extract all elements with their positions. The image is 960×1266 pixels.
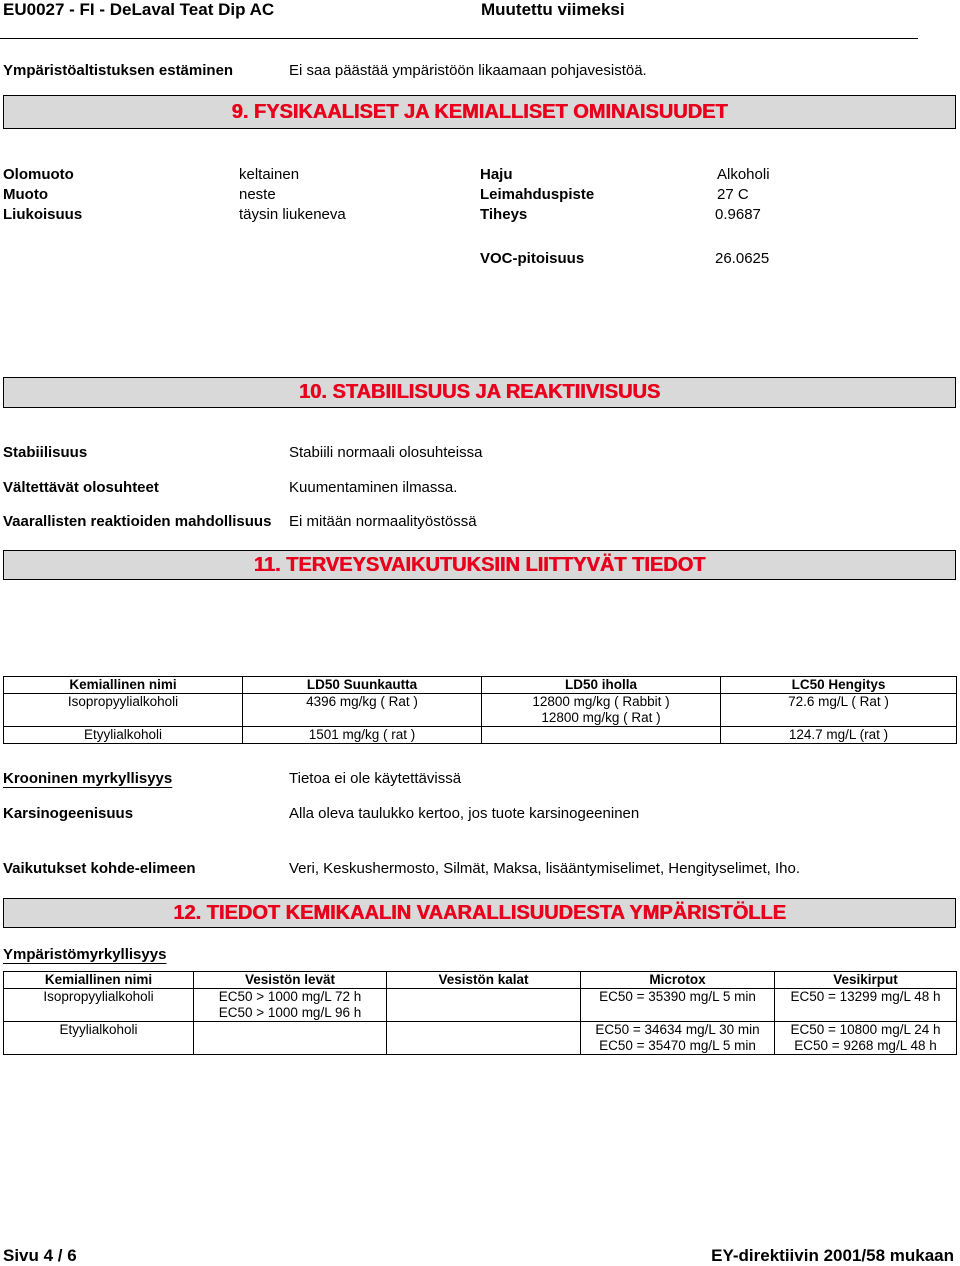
section-11-title: 11. TERVEYSVAIKUTUKSIIN LIITTYVÄT TIEDOT: [253, 554, 706, 576]
lc50-inhalation-value: 72.6 mg/L ( Rat ): [788, 694, 889, 709]
env-exposure-label: Ympäristöaltistuksen estäminen: [3, 62, 234, 79]
revision-label: Muutettu viimeksi: [481, 0, 625, 19]
col-header-fish: Vesistön kalat: [387, 972, 581, 989]
prop-label-form: Muoto: [3, 186, 48, 203]
table-row: [4, 1022, 957, 1055]
chemical-name: Etyylialkoholi: [83, 727, 163, 742]
prop-value-density: 0.9687: [715, 206, 761, 223]
prop-value-voc: 26.0625: [715, 250, 770, 267]
ecotoxicity-table: [3, 971, 957, 1055]
algae-value: EC50 > 1000 mg/L 72 h: [218, 989, 362, 1004]
document-title: EU0027 - FI - DeLaval Teat Dip AC: [3, 0, 275, 19]
section-12-header: [3, 898, 956, 928]
cell-fish: [387, 989, 581, 1022]
toxicity-table: [3, 676, 957, 744]
header-rule: [0, 38, 918, 39]
daphnia-value: EC50 = 13299 mg/L 48 h: [790, 989, 941, 1004]
target-organs-value: Veri, Keskushermosto, Silmät, Maksa, lisääntymiselimet, Hengityselimet, Iho.: [289, 860, 801, 877]
table-row: [4, 727, 957, 744]
cell-ld50-oral: [243, 694, 482, 727]
cell-daphnia: [775, 1022, 957, 1055]
stability-value: Stabiili normaali olosuhteissa: [289, 444, 483, 461]
lc50-inhalation-value: 124.7 mg/L (rat ): [788, 727, 889, 742]
daphnia-value: EC50 = 10800 mg/L 24 h: [790, 1022, 941, 1037]
prop-value-odor: Alkoholi: [717, 166, 770, 183]
carcinogenicity-value: Alla oleva taulukko kertoo, jos tuote karsinogeeninen: [289, 805, 640, 822]
prop-label-voc: VOC-pitoisuus: [480, 250, 585, 267]
prop-label-flashpoint: Leimahduspiste: [480, 186, 595, 203]
daphnia-value: EC50 = 9268 mg/L 48 h: [794, 1038, 937, 1053]
hazardous-reactions-label: Vaarallisten reaktioiden mahdollisuus: [3, 513, 272, 530]
table-header-row: [4, 972, 957, 989]
col-header-ld50-dermal: LD50 iholla: [482, 677, 721, 694]
section-10-header: [3, 377, 956, 408]
cell-algae: [194, 989, 387, 1022]
section-12-title: 12. TIEDOT KEMIKAALIN VAARALLISUUDESTA YMPÄRISTÖLLE: [173, 902, 786, 924]
cell-ld50-dermal: [482, 694, 721, 727]
col-header-algae: Vesistön levät: [194, 972, 387, 989]
ecotoxicity-label: Ympäristömyrkyllisyys: [3, 946, 167, 963]
prop-value-appearance: keltainen: [239, 166, 300, 183]
col-header-lc50-inhalation: LC50 Hengitys: [721, 677, 957, 694]
algae-value: EC50 > 1000 mg/L 96 h: [218, 1005, 362, 1020]
microtox-value: EC50 = 34634 mg/L 30 min: [595, 1022, 760, 1037]
cell-chemical-name: [4, 694, 243, 727]
col-header-ld50-oral: LD50 Suunkautta: [243, 677, 482, 694]
cell-lc50-inhalation: [721, 727, 957, 744]
cell-chemical-name: [4, 1022, 194, 1055]
carcinogenicity-label: Karsinogeenisuus: [3, 805, 134, 822]
chronic-toxicity-value: Tietoa ei ole käytettävissä: [289, 770, 462, 787]
prop-label-odor: Haju: [480, 166, 513, 183]
prop-label-solubility: Liukoisuus: [3, 206, 83, 223]
cell-ld50-oral: [243, 727, 482, 744]
env-exposure-value: Ei saa päästää ympäristöön likaamaan pohjavesistöä.: [289, 62, 647, 79]
page-number: Sivu 4 / 6: [3, 1246, 77, 1265]
prop-label-density: Tiheys: [480, 206, 528, 223]
cell-microtox: [581, 1022, 775, 1055]
cell-microtox: [581, 989, 775, 1022]
cell-ld50-dermal: [482, 727, 721, 744]
table-header-row: [4, 677, 957, 694]
section-10-title: 10. STABIILISUUS JA REAKTIIVISUUS: [298, 381, 661, 403]
prop-value-solubility: täysin liukeneva: [239, 206, 346, 223]
cell-daphnia: [775, 989, 957, 1022]
section-9-title: 9. FYSIKAALISET JA KEMIALLISET OMINAISUUDET: [231, 101, 728, 123]
chemical-name: Isopropyylialkoholi: [43, 989, 154, 1004]
ld50-dermal-value: 12800 mg/kg ( Rat ): [541, 710, 661, 725]
conditions-to-avoid-value: Kuumentaminen ilmassa.: [289, 479, 458, 496]
microtox-value: EC50 = 35390 mg/L 5 min: [599, 989, 756, 1004]
directive-label: EY-direktiivin 2001/58 mukaan: [711, 1246, 954, 1265]
section-11-header: [3, 550, 956, 580]
section-9-header: [3, 95, 956, 129]
table-row: [4, 694, 957, 727]
chemical-name: Etyylialkoholi: [59, 1022, 138, 1037]
prop-value-flashpoint: 27 C: [717, 186, 749, 203]
col-header-microtox: Microtox: [581, 972, 775, 989]
col-header-chemical-name: Kemiallinen nimi: [4, 677, 243, 694]
cell-algae: [194, 1022, 387, 1055]
ld50-oral-value: 1501 mg/kg ( rat ): [308, 727, 416, 742]
prop-label-appearance: Olomuoto: [3, 166, 74, 183]
col-header-chemical-name: Kemiallinen nimi: [4, 972, 194, 989]
target-organs-label: Vaikutukset kohde-elimeen: [3, 860, 196, 877]
cell-fish: [387, 1022, 581, 1055]
conditions-to-avoid-label: Vältettävät olosuhteet: [3, 479, 159, 496]
prop-value-form: neste: [239, 186, 276, 203]
ld50-dermal-value: 12800 mg/kg ( Rabbit ): [532, 694, 670, 709]
cell-chemical-name: [4, 727, 243, 744]
hazardous-reactions-value: Ei mitään normaalityöstössä: [289, 513, 477, 530]
stability-label: Stabiilisuus: [3, 444, 88, 461]
ld50-oral-value: 4396 mg/kg ( Rat ): [306, 694, 418, 709]
table-row: [4, 989, 957, 1022]
col-header-daphnia: Vesikirput: [775, 972, 957, 989]
chronic-toxicity-label: Krooninen myrkyllisyys: [3, 770, 173, 787]
chemical-name: Isopropyylialkoholi: [67, 694, 179, 709]
microtox-value: EC50 = 35470 mg/L 5 min: [599, 1038, 756, 1053]
cell-chemical-name: [4, 989, 194, 1022]
cell-lc50-inhalation: [721, 694, 957, 727]
